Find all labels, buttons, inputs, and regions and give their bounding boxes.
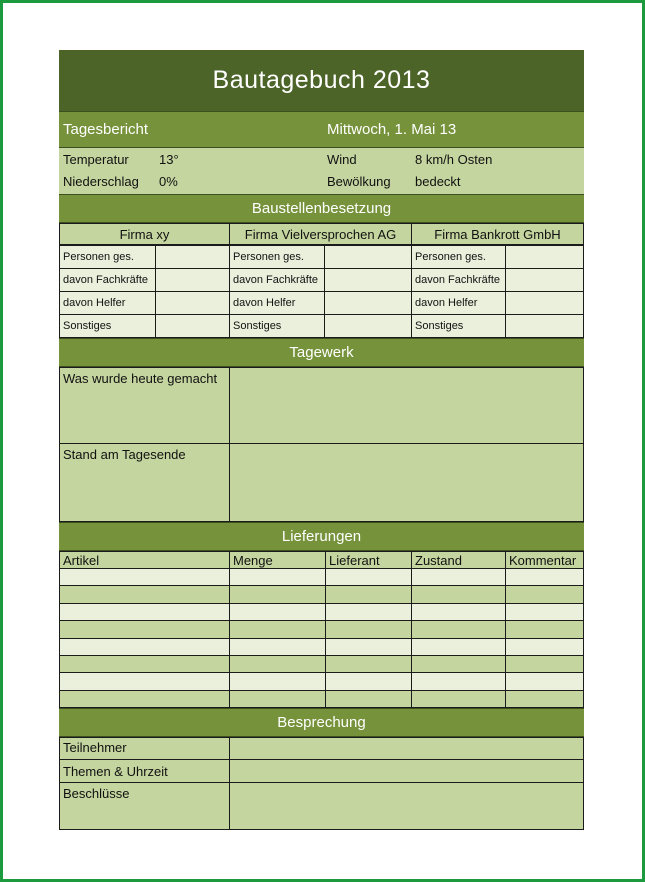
report-date: Mittwoch, 1. Mai 13 [327, 121, 457, 138]
table-cell[interactable] [326, 673, 412, 690]
staffing-row-label: davon Helfer [412, 292, 506, 315]
staffing-row-label: davon Fachkräfte [60, 269, 156, 292]
table-cell[interactable] [60, 603, 230, 620]
staffing-row-label: Personen ges. [412, 246, 506, 269]
staffing-value-cell[interactable] [325, 292, 412, 315]
staffing-row [230, 246, 412, 269]
firm-name: Firma xy [119, 226, 170, 242]
table-cell[interactable] [506, 638, 584, 655]
firm-header-2 [229, 223, 412, 245]
decisions-label: Beschlüsse [63, 786, 130, 801]
firm-name: Firma Bankrott GmbH [434, 226, 561, 242]
deliveries-header-row [60, 552, 584, 569]
table-row [60, 673, 584, 690]
report-label: Tagesbericht [63, 121, 149, 138]
column-header-condition: Zustand [412, 552, 506, 569]
staffing-row [412, 246, 584, 269]
staffing-value-cell[interactable] [506, 292, 584, 315]
participants-label-cell [59, 737, 230, 760]
table-cell[interactable] [230, 638, 326, 655]
table-row [60, 586, 584, 603]
table-cell[interactable] [60, 690, 230, 707]
table-row [60, 621, 584, 638]
table-cell[interactable] [412, 690, 506, 707]
meeting-heading [59, 708, 584, 737]
staffing-value-cell[interactable] [325, 315, 412, 338]
table-cell[interactable] [230, 673, 326, 690]
table-cell[interactable] [60, 586, 230, 603]
staffing-row [230, 292, 412, 315]
staffing-value-cell[interactable] [506, 315, 584, 338]
participants-field[interactable] [229, 737, 584, 760]
topics-label-cell [59, 759, 230, 783]
table-cell[interactable] [412, 673, 506, 690]
staffing-row [412, 292, 584, 315]
firm-header-1 [59, 223, 230, 245]
table-cell[interactable] [326, 621, 412, 638]
deliveries-heading [59, 522, 584, 551]
topics-field[interactable] [229, 759, 584, 783]
table-cell[interactable] [230, 690, 326, 707]
staffing-grid-firm-1 [59, 245, 230, 338]
title-text: Bautagebuch 2013 [212, 66, 431, 94]
table-cell[interactable] [60, 621, 230, 638]
firm-header-3 [411, 223, 584, 245]
staffing-row [230, 269, 412, 292]
report-header [59, 111, 584, 148]
column-header-comment: Kommentar [506, 552, 584, 569]
staffing-value-cell[interactable] [506, 269, 584, 292]
staffing-row [230, 315, 412, 338]
deliveries-table [59, 551, 584, 708]
table-cell[interactable] [412, 638, 506, 655]
table-cell[interactable] [326, 690, 412, 707]
column-header-quantity: Menge [230, 552, 326, 569]
staffing-row-label: Personen ges. [60, 246, 156, 269]
document-title [59, 50, 584, 111]
work-done-field[interactable] [229, 367, 584, 444]
table-cell[interactable] [230, 603, 326, 620]
work-done-label-cell [59, 367, 230, 444]
table-cell[interactable] [60, 569, 230, 586]
work-done-label: Was wurde heute gemacht [63, 371, 218, 386]
table-cell[interactable] [230, 655, 326, 672]
staffing-grid-firm-3 [411, 245, 584, 338]
work-heading [59, 338, 584, 367]
table-row [60, 638, 584, 655]
staffing-row [60, 269, 230, 292]
table-cell[interactable] [506, 690, 584, 707]
wind-value: 8 km/h Osten [415, 152, 493, 167]
table-cell[interactable] [506, 655, 584, 672]
staffing-row [60, 246, 230, 269]
table-cell[interactable] [60, 673, 230, 690]
staffing-row-label: davon Fachkräfte [412, 269, 506, 292]
staffing-value-cell[interactable] [325, 246, 412, 269]
staffing-row-label: davon Helfer [230, 292, 325, 315]
table-cell[interactable] [230, 569, 326, 586]
staffing-row-label: Personen ges. [230, 246, 325, 269]
work-heading-text: Tagewerk [289, 344, 354, 361]
wind-label: Wind [327, 152, 357, 167]
precipitation-value: 0% [159, 174, 178, 189]
table-cell[interactable] [412, 655, 506, 672]
table-row [60, 569, 584, 586]
table-cell[interactable] [506, 586, 584, 603]
table-cell[interactable] [412, 586, 506, 603]
table-cell[interactable] [412, 569, 506, 586]
staffing-value-cell[interactable] [156, 269, 230, 292]
table-cell[interactable] [326, 655, 412, 672]
precipitation-label: Niederschlag [63, 174, 139, 189]
clouds-label: Bewölkung [327, 174, 391, 189]
construction-diary-sheet [59, 50, 584, 831]
table-row [60, 655, 584, 672]
table-cell[interactable] [326, 603, 412, 620]
weather-block [59, 148, 584, 194]
table-cell[interactable] [60, 638, 230, 655]
table-cell[interactable] [506, 673, 584, 690]
staffing-value-cell[interactable] [325, 269, 412, 292]
table-cell[interactable] [506, 621, 584, 638]
topics-label: Themen & Uhrzeit [63, 764, 168, 779]
staffing-row [412, 315, 584, 338]
table-cell[interactable] [412, 603, 506, 620]
staffing-heading [59, 194, 584, 223]
work-status-label: Stand am Tagesende [63, 447, 186, 462]
work-status-field[interactable] [229, 443, 584, 522]
staffing-heading-text: Baustellenbesetzung [251, 200, 392, 217]
table-cell[interactable] [326, 638, 412, 655]
table-cell[interactable] [412, 621, 506, 638]
table-cell[interactable] [506, 603, 584, 620]
staffing-value-cell[interactable] [156, 315, 230, 338]
staffing-row-label: davon Fachkräfte [230, 269, 325, 292]
staffing-value-cell[interactable] [506, 246, 584, 269]
staffing-row [60, 315, 230, 338]
staffing-grid-firm-2 [229, 245, 412, 338]
column-header-article: Artikel [60, 552, 230, 569]
meeting-heading-text: Besprechung [277, 714, 366, 731]
staffing-row-label: Sonstiges [230, 315, 325, 338]
decisions-label-cell [59, 782, 230, 830]
work-status-label-cell [59, 443, 230, 522]
table-cell[interactable] [506, 569, 584, 586]
table-row [60, 690, 584, 707]
participants-label: Teilnehmer [63, 740, 127, 755]
deliveries-heading-text: Lieferungen [281, 528, 362, 545]
firm-name: Firma Vielversprochen AG [244, 226, 397, 242]
column-header-supplier: Lieferant [326, 552, 412, 569]
staffing-row-label: davon Helfer [60, 292, 156, 315]
table-row [60, 603, 584, 620]
table-cell[interactable] [60, 655, 230, 672]
staffing-row-label: Sonstiges [412, 315, 506, 338]
staffing-value-cell[interactable] [156, 292, 230, 315]
table-cell[interactable] [230, 621, 326, 638]
table-cell[interactable] [230, 586, 326, 603]
decisions-field[interactable] [229, 782, 584, 830]
clouds-value: bedeckt [415, 174, 461, 189]
table-cell[interactable] [326, 569, 412, 586]
table-cell[interactable] [326, 586, 412, 603]
temperature-value: 13° [159, 152, 179, 167]
staffing-row [412, 269, 584, 292]
staffing-row-label: Sonstiges [60, 315, 156, 338]
temperature-label: Temperatur [63, 152, 129, 167]
staffing-row [60, 292, 230, 315]
staffing-value-cell[interactable] [156, 246, 230, 269]
